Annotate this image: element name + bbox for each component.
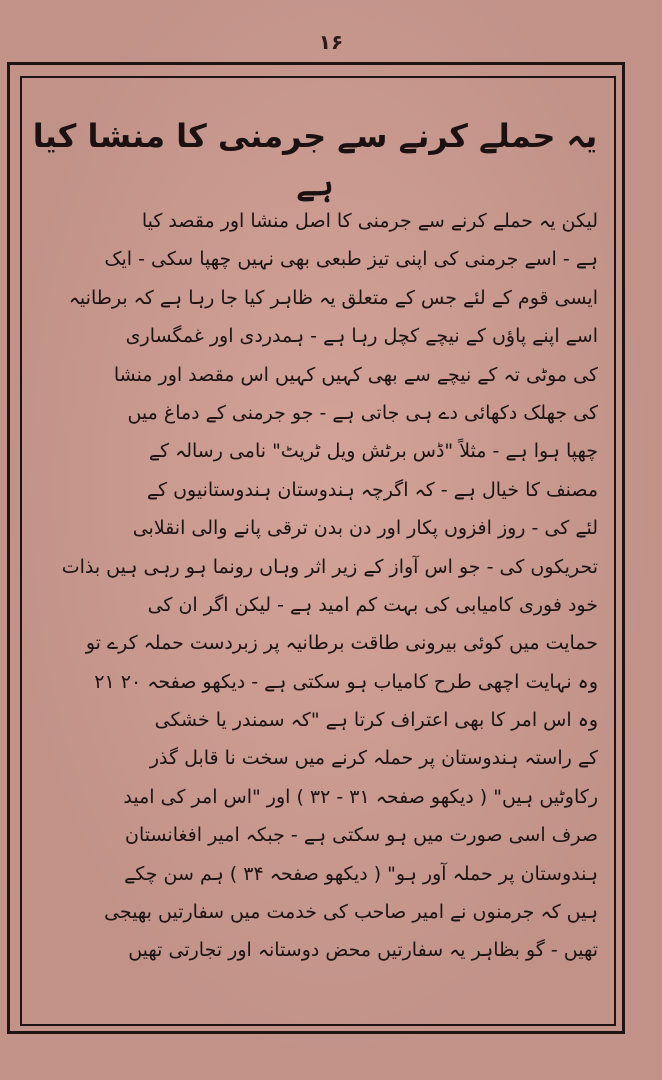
text-line: حمایت میں کوئی بیرونی طاقت برطانیہ پر زبردست حملہ کرے تو — [85, 632, 598, 655]
text-line: وہ نہایت اچھی طرح کامیاب ہو سکتی ہے - دیکھو صفحہ ۲۰ ۲۱ — [94, 670, 598, 693]
chapter-heading: یہ حملے کرنے سے جرمنی کا منشا کیا ہے — [32, 117, 598, 203]
text-line: تحریکوں کی - جو اس آواز کے زیر اثر وہاں رونما ہو رہی ہیں بذات — [61, 555, 598, 578]
text-line: رکاوٹیں ہیں" ( دیکھو صفحہ ۳۱ - ۳۲ ) اور "اس امر کی امید — [123, 785, 598, 808]
text-line: کے راستہ ہندوستان پر حملہ کرنے میں سخت نا قابل گذر — [149, 747, 598, 770]
page-number: ۱۶ — [318, 30, 344, 54]
text-line: کی جھلک دکھائی دے ہی جاتی ہے - جو جرمنی کے دماغ میں — [127, 401, 598, 424]
text-line: لئے کی - روز افزوں پکار اور دن بدن ترقی پانے والی انقلابی — [132, 517, 598, 540]
text-line: ہے - اسے جرمنی کی اپنی تیز طبعی بھی نہیں چھپا سکی - ایک — [104, 248, 598, 271]
text-line: کی موٹی تہ کے نیچے سے بھی کہیں کہیں اس مقصد اور منشا — [113, 363, 598, 386]
text-line: خود فوری کامیابی کی بہت کم امید ہے - لیکن اگر ان کی — [147, 593, 598, 616]
text-line: چھپا ہوا ہے - مثلاً "ڈس برٹش ویل ٹریٹ" نامی رسالہ کے — [148, 440, 598, 463]
body-text — [38, 202, 598, 970]
text-line: اسے اپنے پاؤں کے نیچے کچل رہا ہے - ہمدردی اور غمگساری — [125, 325, 598, 348]
text-line: مصنف کا خیال ہے - کہ اگرچہ ہندوستان ہندوستانیوں کے — [146, 478, 598, 501]
text-line: ہندوستان پر حملہ آور ہو" ( دیکھو صفحہ ۳۴ ) ہم سن چکے — [124, 862, 598, 885]
text-line: صرف اسی صورت میں ہو سکتی ہے - جبکہ امیر افغانستان — [125, 824, 598, 847]
text-line: ہیں کہ جرمنوں نے امیر صاحب کی خدمت میں سفارتیں بھیجی — [104, 901, 598, 924]
text-line: تھیں - گو بظاہر یہ سفارتیں محض دوستانہ اور تجارتی تھیں — [128, 939, 598, 962]
text-line: وہ اس امر کا بھی اعتراف کرتا ہے "کہ سمندر یا خشکی — [154, 709, 598, 732]
text-line: لیکن یہ حملے کرنے سے جرمنی کا اصل منشا اور مقصد کیا — [141, 210, 598, 232]
text-line: ایسی قوم کے لئے جس کے متعلق یہ ظاہر کیا جا رہا ہے کہ برطانیہ — [68, 286, 598, 309]
